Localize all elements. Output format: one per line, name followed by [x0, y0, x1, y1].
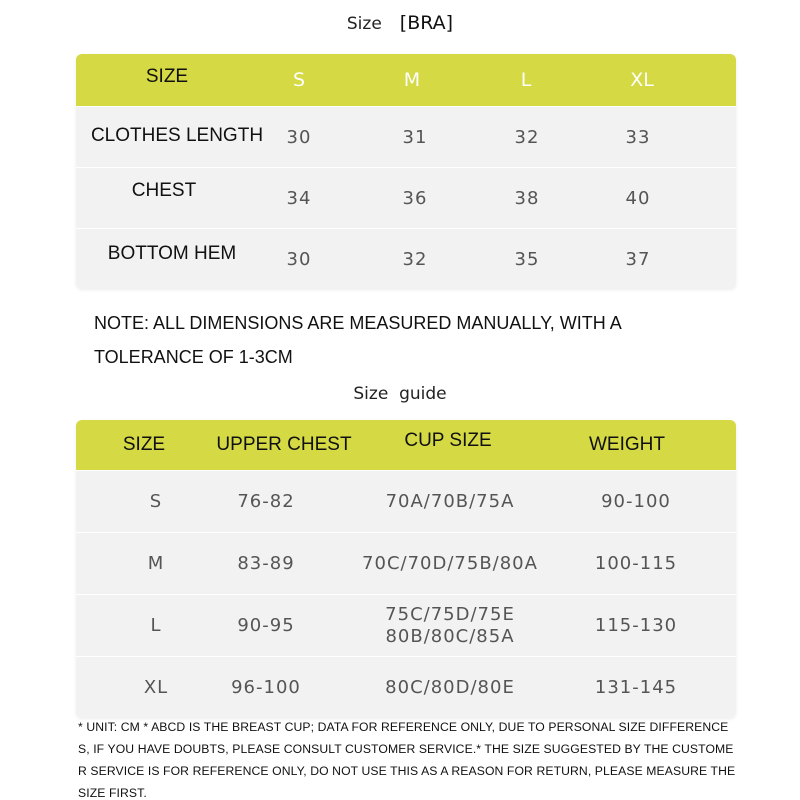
row-value: 40 — [625, 187, 651, 209]
table-row — [76, 106, 736, 167]
row-label: BOTTOM HEM — [107, 243, 237, 264]
row-value: 32 — [514, 126, 540, 148]
row-value: 38 — [514, 187, 540, 209]
row-size: M — [147, 553, 165, 574]
header-size: SIZE — [145, 66, 189, 87]
row-upper-chest: 76-82 — [237, 491, 295, 512]
bra-size-table — [76, 54, 736, 289]
row-weight: 131-145 — [594, 677, 678, 698]
table-row — [76, 656, 736, 718]
note-line-2: TOLERANCE OF 1-3CM — [94, 347, 293, 367]
row-value: 32 — [402, 248, 428, 270]
cup-size-line-1: 80C/80D/80E — [385, 677, 515, 698]
header-size-m: M — [403, 69, 421, 91]
size-guide-table — [76, 420, 736, 718]
table-row — [76, 167, 736, 228]
row-label: CHEST — [131, 180, 197, 201]
row-weight: 100-115 — [594, 553, 678, 574]
note-line-1: NOTE: ALL DIMENSIONS ARE MEASURED MANUALLY, WITH A — [94, 313, 622, 333]
bra-word: [BRA] — [399, 12, 454, 34]
bra-table-header — [76, 54, 736, 106]
row-upper-chest: 83-89 — [237, 553, 295, 574]
row-cup-size — [340, 533, 560, 594]
table-row — [76, 532, 736, 594]
row-value: 36 — [402, 187, 428, 209]
header-weight: WEIGHT — [589, 434, 665, 455]
row-value: 33 — [625, 126, 651, 148]
footnote: * UNIT: CM * ABCD IS THE BREAST CUP; DATA FOR REFERENCE ONLY, DUE TO PERSONAL SIZE DIFFERENCES, IF YOU HAVE DOUBTS, PLEASE CONSULT CUSTOMER SERVICE.* THE SIZE SUGGESTED BY THE CUSTOMER SERVICE IS FOR REFERENCE ONLY, DO NOT USE THIS AS A REASON FOR RETURN, PLEASE MEASURE THE SIZE FIRST. — [78, 720, 736, 800]
row-value: 30 — [286, 248, 312, 270]
row-size: S — [149, 491, 163, 512]
row-upper-chest: 90-95 — [237, 615, 295, 636]
row-weight: 115-130 — [594, 615, 678, 636]
cup-size-line-1: 70A/70B/75A — [385, 491, 515, 512]
measurement-note — [94, 306, 774, 374]
table-row — [76, 228, 736, 289]
row-size: XL — [143, 677, 169, 698]
size-guide-title: Size guide — [353, 384, 447, 404]
row-cup-size — [346, 471, 554, 532]
header-size-xl: XL — [630, 69, 654, 91]
row-weight: 90-100 — [601, 491, 671, 512]
row-upper-chest: 96-100 — [231, 677, 301, 698]
table-row — [76, 594, 736, 656]
cup-size-line-1: 75C/75D/75E — [385, 603, 515, 625]
row-cup-size — [346, 657, 554, 718]
row-cup-size — [346, 595, 554, 656]
bra-table-title — [0, 12, 800, 34]
header-size-l: L — [520, 69, 532, 91]
row-size: L — [150, 615, 162, 636]
cup-size-line-2: 80B/80C/85A — [385, 625, 515, 647]
row-value: 37 — [625, 248, 651, 270]
table-row — [76, 470, 736, 532]
row-value: 34 — [286, 187, 312, 209]
header-size: SIZE — [122, 434, 166, 455]
size-word: Size — [346, 14, 382, 34]
size-guide-header — [76, 420, 736, 470]
row-label: CLOTHES LENGTH — [90, 125, 264, 146]
row-value: 35 — [514, 248, 540, 270]
row-value: 30 — [286, 126, 312, 148]
header-upper-chest: UPPER CHEST — [216, 434, 352, 455]
cup-size-line-1: 70C/70D/75B/80A — [362, 553, 538, 574]
header-cup-size: CUP SIZE — [404, 430, 492, 451]
row-value: 31 — [402, 126, 428, 148]
header-size-s: S — [292, 69, 306, 91]
